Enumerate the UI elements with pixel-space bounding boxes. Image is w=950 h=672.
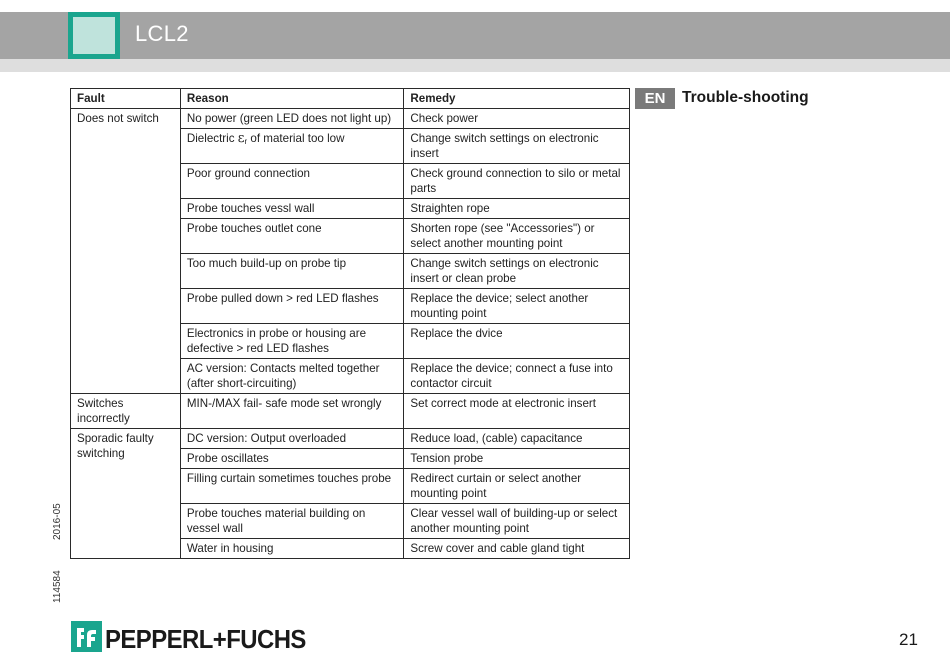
remedy-cell: Straighten rope <box>404 199 630 219</box>
pepperl-fuchs-logo-icon <box>71 621 102 652</box>
column-header-reason: Reason <box>180 89 404 109</box>
troubleshooting-table <box>70 88 630 559</box>
reason-cell: Electronics in probe or housing are defective > red LED flashes <box>180 324 404 359</box>
reason-cell: Probe oscillates <box>180 449 404 469</box>
table-row <box>71 109 630 129</box>
language-badge: EN <box>635 88 675 109</box>
reason-cell: No power (green LED does not light up) <box>180 109 404 129</box>
remedy-cell: Change switch settings on electronic insert <box>404 129 630 164</box>
reason-cell: Probe touches outlet cone <box>180 219 404 254</box>
reason-cell: Probe touches vessl wall <box>180 199 404 219</box>
remedy-cell: Reduce load, (cable) capacitance <box>404 429 630 449</box>
remedy-cell: Check power <box>404 109 630 129</box>
header-accent-square <box>68 12 120 59</box>
table-row <box>71 429 630 449</box>
fault-cell: Switches incorrectly <box>71 394 181 429</box>
reason-cell <box>180 129 404 164</box>
column-header-remedy: Remedy <box>404 89 630 109</box>
reason-cell: Probe pulled down > red LED flashes <box>180 289 404 324</box>
reason-cell: DC version: Output overloaded <box>180 429 404 449</box>
remedy-cell: Replace the device; select another mounting point <box>404 289 630 324</box>
table-row <box>71 394 630 429</box>
reason-cell: Probe touches material building on vessel wall <box>180 504 404 539</box>
remedy-cell: Shorten rope (see "Accessories") or select another mounting point <box>404 219 630 254</box>
top-margin <box>0 0 950 12</box>
side-document-number: 114584 <box>52 570 63 603</box>
epsilon-subscript: r <box>244 137 248 146</box>
reason-cell: Water in housing <box>180 539 404 559</box>
remedy-cell: Clear vessel wall of building-up or select another mounting point <box>404 504 630 539</box>
remedy-cell: Set correct mode at electronic insert <box>404 394 630 429</box>
remedy-cell: Replace the dvice <box>404 324 630 359</box>
table-header-row <box>71 89 630 109</box>
company-logo-text: PEPPERL+FUCHS <box>105 624 306 654</box>
reason-text: of material too low <box>247 132 345 145</box>
header-accent-square-inner <box>73 17 115 54</box>
reason-text: Dielectric <box>186 132 238 145</box>
reason-cell: Too much build-up on probe tip <box>180 254 404 289</box>
epsilon-symbol: ε <box>237 131 245 146</box>
logo-icon-graphic <box>71 621 102 652</box>
fault-cell: Sporadic faulty switching <box>71 429 181 559</box>
remedy-cell: Change switch settings on electronic insert or clean probe <box>404 254 630 289</box>
fault-cell: Does not switch <box>71 109 181 394</box>
reason-cell: AC version: Contacts melted together (after short-circuiting) <box>180 359 404 394</box>
reason-cell: Poor ground connection <box>180 164 404 199</box>
reason-cell: Filling curtain sometimes touches probe <box>180 469 404 504</box>
page-number: 21 <box>899 630 918 649</box>
remedy-cell: Replace the device; connect a fuse into contactor circuit <box>404 359 630 394</box>
side-date-label: 2016-05 <box>52 503 63 540</box>
remedy-cell: Screw cover and cable gland tight <box>404 539 630 559</box>
reason-cell: MIN-/MAX fail- safe mode set wrongly <box>180 394 404 429</box>
document-title: LCL2 <box>135 21 189 46</box>
section-title: Trouble-shooting <box>682 89 809 106</box>
header-sub-band <box>0 59 950 72</box>
column-header-fault: Fault <box>71 89 181 109</box>
remedy-cell: Check ground connection to silo or metal parts <box>404 164 630 199</box>
remedy-cell: Redirect curtain or select another mounting point <box>404 469 630 504</box>
remedy-cell: Tension probe <box>404 449 630 469</box>
